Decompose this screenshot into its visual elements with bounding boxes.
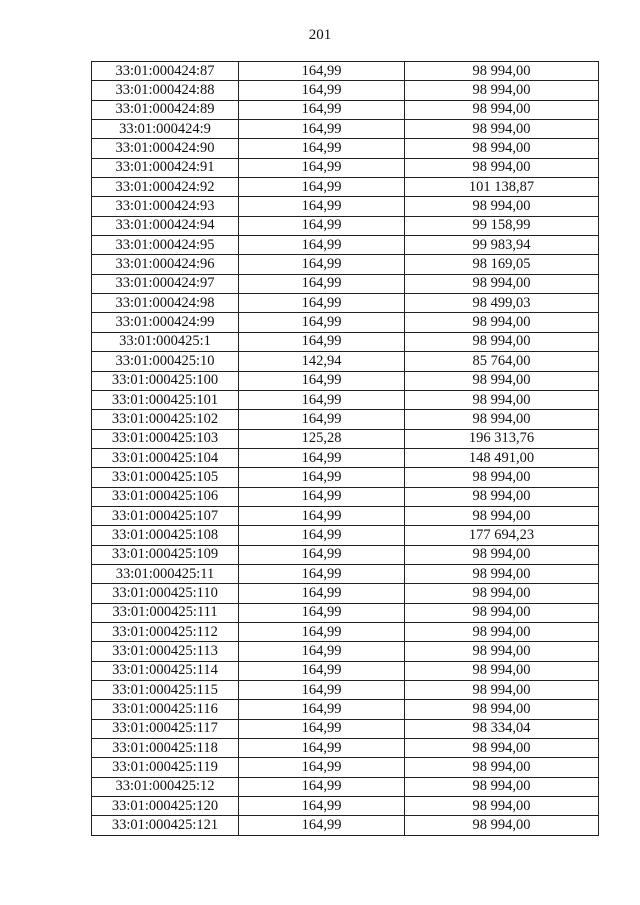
table-row xyxy=(92,545,599,564)
value-cell: 98 994,00 xyxy=(405,410,599,429)
area-cell: 164,99 xyxy=(239,816,405,835)
value-cell: 99 983,94 xyxy=(405,236,599,255)
value-cell: 98 994,00 xyxy=(405,700,599,719)
table-row xyxy=(92,777,599,796)
table-row xyxy=(92,622,599,641)
value-cell: 98 994,00 xyxy=(405,758,599,777)
value-cell: 98 994,00 xyxy=(405,313,599,332)
cadastral-number-cell: 33:01:000425:120 xyxy=(92,797,239,816)
table-row xyxy=(92,81,599,100)
area-cell: 164,99 xyxy=(239,410,405,429)
area-cell: 164,99 xyxy=(239,332,405,351)
table-row xyxy=(92,410,599,429)
cadastral-number-cell: 33:01:000425:1 xyxy=(92,332,239,351)
cadastral-number-cell: 33:01:000425:111 xyxy=(92,603,239,622)
area-cell: 164,99 xyxy=(239,371,405,390)
value-cell: 148 491,00 xyxy=(405,448,599,467)
table-row xyxy=(92,797,599,816)
cadastral-number-cell: 33:01:000424:92 xyxy=(92,178,239,197)
cadastral-number-cell: 33:01:000425:121 xyxy=(92,816,239,835)
table-row xyxy=(92,236,599,255)
area-cell: 164,99 xyxy=(239,390,405,409)
value-cell: 99 158,99 xyxy=(405,216,599,235)
table-row xyxy=(92,197,599,216)
cadastral-number-cell: 33:01:000424:95 xyxy=(92,236,239,255)
cadastral-number-cell: 33:01:000424:97 xyxy=(92,274,239,293)
area-cell: 164,99 xyxy=(239,448,405,467)
value-cell: 85 764,00 xyxy=(405,352,599,371)
value-cell: 98 994,00 xyxy=(405,81,599,100)
value-cell: 98 994,00 xyxy=(405,487,599,506)
table-row xyxy=(92,332,599,351)
cadastral-number-cell: 33:01:000425:100 xyxy=(92,371,239,390)
cadastral-number-cell: 33:01:000424:93 xyxy=(92,197,239,216)
table-row xyxy=(92,642,599,661)
page-number: 201 xyxy=(308,27,332,43)
table-row xyxy=(92,506,599,525)
table-row xyxy=(92,352,599,371)
area-cell: 164,99 xyxy=(239,216,405,235)
table-row xyxy=(92,603,599,622)
area-cell: 164,99 xyxy=(239,274,405,293)
area-cell: 164,99 xyxy=(239,506,405,525)
area-cell: 164,99 xyxy=(239,797,405,816)
area-cell: 164,99 xyxy=(239,255,405,274)
area-cell: 164,99 xyxy=(239,545,405,564)
value-cell: 101 138,87 xyxy=(405,178,599,197)
table-row xyxy=(92,216,599,235)
cadastral-number-cell: 33:01:000425:112 xyxy=(92,622,239,641)
cadastral-number-cell: 33:01:000425:114 xyxy=(92,661,239,680)
value-cell: 196 313,76 xyxy=(405,429,599,448)
area-cell: 164,99 xyxy=(239,158,405,177)
value-cell: 98 994,00 xyxy=(405,120,599,139)
cadastral-number-cell: 33:01:000424:90 xyxy=(92,139,239,158)
area-cell: 164,99 xyxy=(239,642,405,661)
area-cell: 164,99 xyxy=(239,700,405,719)
value-cell: 98 994,00 xyxy=(405,622,599,641)
table-row xyxy=(92,816,599,835)
area-cell: 164,99 xyxy=(239,139,405,158)
cadastral-number-cell: 33:01:000425:116 xyxy=(92,700,239,719)
cadastral-number-cell: 33:01:000425:102 xyxy=(92,410,239,429)
table-row xyxy=(92,255,599,274)
cadastral-number-cell: 33:01:000425:119 xyxy=(92,758,239,777)
cadastral-number-cell: 33:01:000425:103 xyxy=(92,429,239,448)
area-cell: 125,28 xyxy=(239,429,405,448)
cadastral-number-cell: 33:01:000424:94 xyxy=(92,216,239,235)
value-cell: 98 994,00 xyxy=(405,816,599,835)
table-row xyxy=(92,487,599,506)
value-cell: 98 994,00 xyxy=(405,371,599,390)
table-row xyxy=(92,681,599,700)
value-cell: 98 994,00 xyxy=(405,506,599,525)
table-row xyxy=(92,584,599,603)
cadastral-number-cell: 33:01:000425:108 xyxy=(92,526,239,545)
area-cell: 164,99 xyxy=(239,468,405,487)
table-row xyxy=(92,661,599,680)
area-cell: 164,99 xyxy=(239,313,405,332)
table-row xyxy=(92,139,599,158)
value-cell: 98 994,00 xyxy=(405,100,599,119)
area-cell: 164,99 xyxy=(239,719,405,738)
cadastral-number-cell: 33:01:000424:87 xyxy=(92,62,239,81)
value-cell: 98 994,00 xyxy=(405,139,599,158)
area-cell: 164,99 xyxy=(239,294,405,313)
area-cell: 164,99 xyxy=(239,178,405,197)
cadastral-number-cell: 33:01:000425:118 xyxy=(92,739,239,758)
table-row xyxy=(92,158,599,177)
table-body xyxy=(92,62,599,836)
area-cell: 164,99 xyxy=(239,197,405,216)
cadastral-number-cell: 33:01:000424:99 xyxy=(92,313,239,332)
value-cell: 98 994,00 xyxy=(405,390,599,409)
value-cell: 98 994,00 xyxy=(405,468,599,487)
table-row xyxy=(92,429,599,448)
table-row xyxy=(92,120,599,139)
cadastral-number-cell: 33:01:000425:115 xyxy=(92,681,239,700)
value-cell: 98 994,00 xyxy=(405,777,599,796)
table-row xyxy=(92,468,599,487)
value-cell: 98 994,00 xyxy=(405,584,599,603)
area-cell: 164,99 xyxy=(239,758,405,777)
cadastral-table xyxy=(91,61,599,836)
table-row xyxy=(92,719,599,738)
cadastral-number-cell: 33:01:000425:109 xyxy=(92,545,239,564)
table-row xyxy=(92,371,599,390)
cadastral-number-cell: 33:01:000425:12 xyxy=(92,777,239,796)
value-cell: 98 994,00 xyxy=(405,642,599,661)
area-cell: 164,99 xyxy=(239,661,405,680)
area-cell: 164,99 xyxy=(239,236,405,255)
area-cell: 164,99 xyxy=(239,681,405,700)
cadastral-number-cell: 33:01:000424:9 xyxy=(92,120,239,139)
cadastral-number-cell: 33:01:000425:113 xyxy=(92,642,239,661)
cadastral-number-cell: 33:01:000424:91 xyxy=(92,158,239,177)
cadastral-number-cell: 33:01:000424:89 xyxy=(92,100,239,119)
area-cell: 164,99 xyxy=(239,622,405,641)
value-cell: 98 994,00 xyxy=(405,661,599,680)
value-cell: 177 694,23 xyxy=(405,526,599,545)
value-cell: 98 994,00 xyxy=(405,158,599,177)
cadastral-number-cell: 33:01:000425:107 xyxy=(92,506,239,525)
cadastral-number-cell: 33:01:000425:101 xyxy=(92,390,239,409)
area-cell: 164,99 xyxy=(239,120,405,139)
cadastral-number-cell: 33:01:000425:105 xyxy=(92,468,239,487)
area-cell: 164,99 xyxy=(239,584,405,603)
area-cell: 164,99 xyxy=(239,62,405,81)
value-cell: 98 994,00 xyxy=(405,739,599,758)
value-cell: 98 994,00 xyxy=(405,681,599,700)
table-row xyxy=(92,758,599,777)
value-cell: 98 334,04 xyxy=(405,719,599,738)
table-row xyxy=(92,62,599,81)
cadastral-number-cell: 33:01:000425:117 xyxy=(92,719,239,738)
value-cell: 98 499,03 xyxy=(405,294,599,313)
area-cell: 164,99 xyxy=(239,603,405,622)
cadastral-number-cell: 33:01:000425:11 xyxy=(92,564,239,583)
value-cell: 98 994,00 xyxy=(405,564,599,583)
area-cell: 142,94 xyxy=(239,352,405,371)
area-cell: 164,99 xyxy=(239,81,405,100)
table-row xyxy=(92,564,599,583)
table-row xyxy=(92,390,599,409)
area-cell: 164,99 xyxy=(239,487,405,506)
area-cell: 164,99 xyxy=(239,777,405,796)
cadastral-number-cell: 33:01:000425:10 xyxy=(92,352,239,371)
area-cell: 164,99 xyxy=(239,526,405,545)
value-cell: 98 994,00 xyxy=(405,797,599,816)
table-row xyxy=(92,700,599,719)
value-cell: 98 994,00 xyxy=(405,603,599,622)
table-row xyxy=(92,274,599,293)
table-row xyxy=(92,313,599,332)
table-row xyxy=(92,100,599,119)
table-row xyxy=(92,526,599,545)
table-row xyxy=(92,739,599,758)
cadastral-number-cell: 33:01:000425:106 xyxy=(92,487,239,506)
cadastral-number-cell: 33:01:000424:96 xyxy=(92,255,239,274)
table-row xyxy=(92,178,599,197)
value-cell: 98 994,00 xyxy=(405,274,599,293)
value-cell: 98 994,00 xyxy=(405,62,599,81)
area-cell: 164,99 xyxy=(239,739,405,758)
value-cell: 98 994,00 xyxy=(405,545,599,564)
area-cell: 164,99 xyxy=(239,100,405,119)
cadastral-number-cell: 33:01:000425:110 xyxy=(92,584,239,603)
value-cell: 98 169,05 xyxy=(405,255,599,274)
table-row xyxy=(92,294,599,313)
cadastral-number-cell: 33:01:000424:98 xyxy=(92,294,239,313)
cadastral-number-cell: 33:01:000424:88 xyxy=(92,81,239,100)
table-row xyxy=(92,448,599,467)
cadastral-number-cell: 33:01:000425:104 xyxy=(92,448,239,467)
value-cell: 98 994,00 xyxy=(405,197,599,216)
area-cell: 164,99 xyxy=(239,564,405,583)
value-cell: 98 994,00 xyxy=(405,332,599,351)
